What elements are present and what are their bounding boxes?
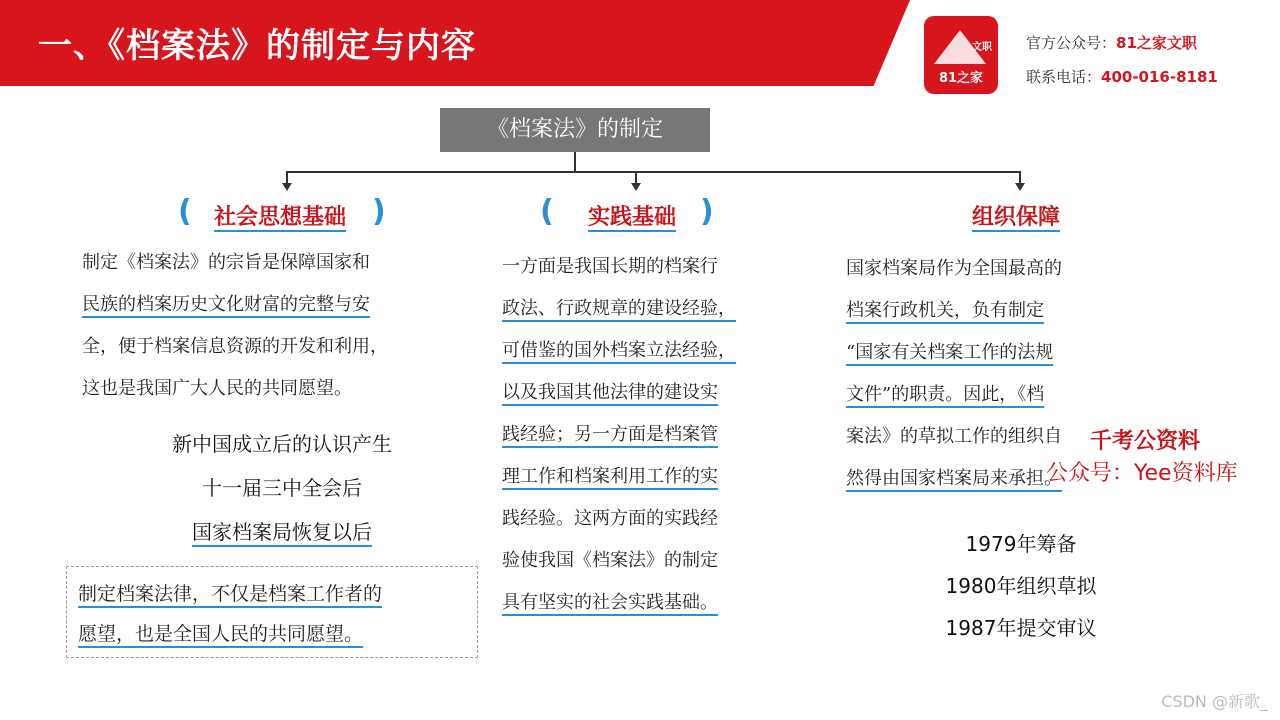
- arrow-middle-icon: [631, 183, 641, 191]
- connector-stem: [574, 152, 576, 172]
- paragraph-line: 全，便于档案信息资源的开发和利用，: [82, 336, 388, 357]
- bracket-icon: ): [372, 194, 386, 229]
- connector-horizontal: [286, 171, 1021, 173]
- branch-paragraph-practice: [502, 246, 822, 624]
- paragraph-line: “国家有关档案工作的法规: [846, 342, 1054, 363]
- contact-phone-value: 400-016-8181: [1101, 68, 1218, 86]
- page-title: 一、《档案法》的制定与内容: [38, 26, 476, 66]
- logo-name: 81之家: [938, 71, 984, 86]
- paragraph-line: 档案行政机关，负有制定: [846, 300, 1044, 321]
- contact-phone: [1026, 66, 1218, 87]
- logo-tag: 文职: [972, 42, 992, 53]
- contact-phone-label: 联系电话：: [1026, 68, 1102, 86]
- diagram-root: 《档案法》的制定: [440, 108, 710, 152]
- paragraph-line: 然得由国家档案局来承担。: [846, 468, 1062, 489]
- paragraph-line: 这也是我国广大人民的共同愿望。: [82, 378, 352, 399]
- paragraph-line: 以及我国其他法律的建设实: [502, 382, 718, 403]
- branch-point: 国家档案局恢复以后: [192, 520, 372, 544]
- branch-heading-organization: 组织保障: [972, 205, 1061, 230]
- paragraph-line: 文件”的职责。因此，《档: [846, 384, 1045, 405]
- contact-account: [1026, 32, 1197, 53]
- paragraph-line: 验使我国《档案法》的制定: [502, 550, 718, 571]
- bracket-icon: (: [540, 194, 554, 229]
- note-line: 制定档案法律，不仅是档案工作者的: [78, 583, 383, 605]
- branch-point: 新中国成立后的认识产生: [172, 432, 392, 456]
- timeline-point: 1979年筹备: [965, 532, 1077, 556]
- watermark-line-1: 千考公资料: [1090, 429, 1201, 454]
- paragraph-line: 制定《档案法》的宗旨是保障国家和: [82, 252, 370, 273]
- paragraph-line: 一方面是我国长期的档案行: [502, 256, 718, 277]
- contact-account-value: 81之家文职: [1116, 34, 1197, 52]
- branch-heading-practice: 实践基础: [588, 205, 677, 230]
- brand-logo: [924, 16, 998, 94]
- branch-paragraph-social: [82, 242, 482, 410]
- csdn-watermark: CSDN @新歌_: [1161, 692, 1268, 711]
- arrow-left-icon: [282, 183, 292, 191]
- paragraph-line: 国家档案局作为全国最高的: [846, 258, 1062, 279]
- branch-heading-social: 社会思想基础: [214, 205, 347, 230]
- note-text: [78, 574, 478, 654]
- arrow-right-icon: [1015, 183, 1025, 191]
- contact-account-label: 官方公众号：: [1026, 34, 1117, 52]
- bracket-icon: ): [700, 194, 714, 229]
- paragraph-line: 案法》的草拟工作的组织自: [846, 426, 1062, 447]
- paragraph-line: 具有坚实的社会实践基础。: [502, 592, 718, 613]
- timeline-point: 1980年组织草拟: [945, 574, 1097, 598]
- timeline-point: 1987年提交审议: [945, 616, 1097, 640]
- paragraph-line: 政法、行政规章的建设经验，: [502, 298, 736, 319]
- paragraph-line: 践经验；另一方面是档案管: [502, 424, 718, 445]
- watermark-line-2: 公众号：Yee资料库: [1046, 461, 1238, 486]
- note-line: 愿望，也是全国人民的共同愿望。: [78, 623, 364, 645]
- branch-point: 十一届三中全会后: [202, 476, 362, 500]
- paragraph-line: 可借鉴的国外档案立法经验，: [502, 340, 736, 361]
- bracket-icon: (: [178, 194, 192, 229]
- paragraph-line: 践经验。这两方面的实践经: [502, 508, 718, 529]
- paragraph-line: 理工作和档案利用工作的实: [502, 466, 718, 487]
- paragraph-line: 民族的档案历史文化财富的完整与安: [82, 294, 370, 315]
